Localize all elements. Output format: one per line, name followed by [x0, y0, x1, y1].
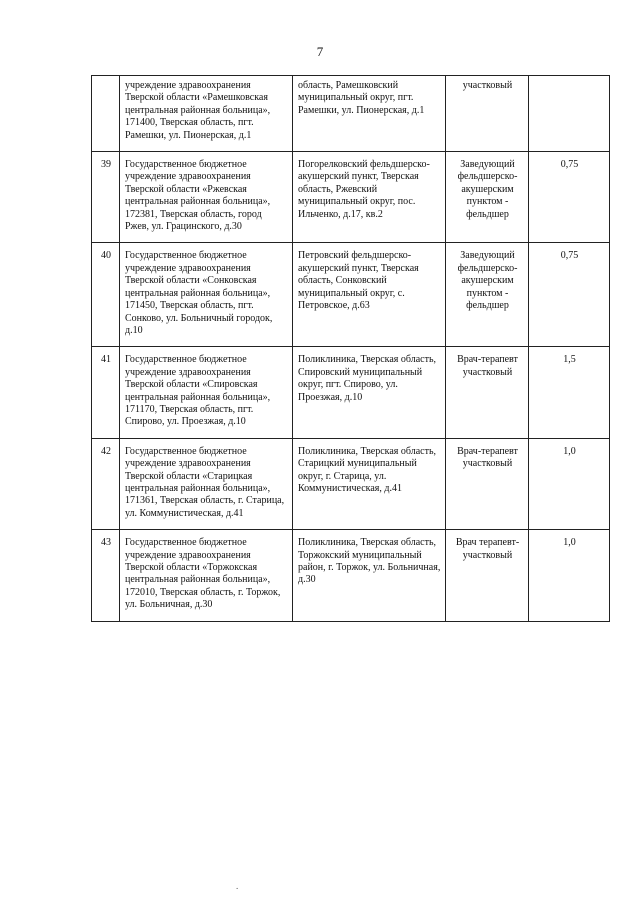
address-cell: Поликлиника, Тверская область, Старицкий муниципальный округ, г. Старица, ул. Коммунистическая, д.41 [293, 438, 446, 529]
row-number-cell: 42 [92, 438, 120, 529]
organization-cell: учреждение здравоохранения Тверской области «Рамешковская центральная районная больница», 171400, Тверская область, пгт. Рамешки, ул. Пионерская, д.1 [120, 76, 293, 152]
address-cell: Поликлиника, Тверская область, Спировский муниципальный округ, пгт. Спирово, ул. Проезжая, д.10 [293, 347, 446, 438]
rate-cell [529, 76, 610, 152]
row-number-cell [92, 76, 120, 152]
row-number-cell: 41 [92, 347, 120, 438]
row-number-cell: 40 [92, 243, 120, 347]
vacancy-table [91, 75, 610, 622]
rate-cell: 1,0 [529, 438, 610, 529]
address-cell: Петровский фельдшерско-акушерский пункт, Тверская область, Сонковский муниципальный округ, с. Петровское, д.63 [293, 243, 446, 347]
organization-cell: Государственное бюджетное учреждение здравоохранения Тверской области «Ржевская центральная районная больница», 172381, Тверская область, город Ржев, ул. Грацинского, д.30 [120, 152, 293, 243]
table-row [92, 243, 610, 347]
row-number-cell: 43 [92, 530, 120, 621]
position-cell: Заведующий фельдшерско-акушерским пунктом - фельдшер [446, 243, 529, 347]
organization-cell: Государственное бюджетное учреждение здравоохранения Тверской области «Старицкая центральная районная больница», 171361, Тверская область, г. Старица, ул. Коммунистическая, д.41 [120, 438, 293, 529]
rate-cell: 1,0 [529, 530, 610, 621]
address-cell: область, Рамешковский муниципальный округ, пгт. Рамешки, ул. Пионерская, д.1 [293, 76, 446, 152]
table-row-continuation [92, 76, 610, 152]
table-row [92, 347, 610, 438]
organization-cell: Государственное бюджетное учреждение здравоохранения Тверской области «Спировская центральная районная больница», 171170, Тверская область, пгт. Спирово, ул. Проезжая, д.10 [120, 347, 293, 438]
rate-cell: 0,75 [529, 152, 610, 243]
rate-cell: 1,5 [529, 347, 610, 438]
organization-cell: Государственное бюджетное учреждение здравоохранения Тверской области «Сонковская центральная районная больница», 171450, Тверская область, пгт. Сонково, ул. Больничный городок, д.10 [120, 243, 293, 347]
position-cell: участковый [446, 76, 529, 152]
position-cell: Врач-терапевт участковый [446, 438, 529, 529]
row-number-cell: 39 [92, 152, 120, 243]
position-cell: Врач-терапевт участковый [446, 347, 529, 438]
address-cell: Погорелковский фельдшерско-акушерский пункт, Тверская область, Ржевский муниципальный округ, пос. Ильченко, д.17, кв.2 [293, 152, 446, 243]
position-cell: Заведующий фельдшерско-акушерским пунктом - фельдшер [446, 152, 529, 243]
footer-mark: . [236, 881, 239, 891]
table-row [92, 438, 610, 529]
table-row [92, 530, 610, 621]
rate-cell: 0,75 [529, 243, 610, 347]
address-cell: Поликлиника, Тверская область, Торжокский муниципальный район, г. Торжок, ул. Больничная, д.30 [293, 530, 446, 621]
table-row [92, 152, 610, 243]
page-number: 7 [316, 44, 324, 59]
organization-cell: Государственное бюджетное учреждение здравоохранения Тверской области «Торжокская центральная районная больница», 172010, Тверская область, г. Торжок, ул. Больничная, д.30 [120, 530, 293, 621]
position-cell: Врач терапевт-участковый [446, 530, 529, 621]
